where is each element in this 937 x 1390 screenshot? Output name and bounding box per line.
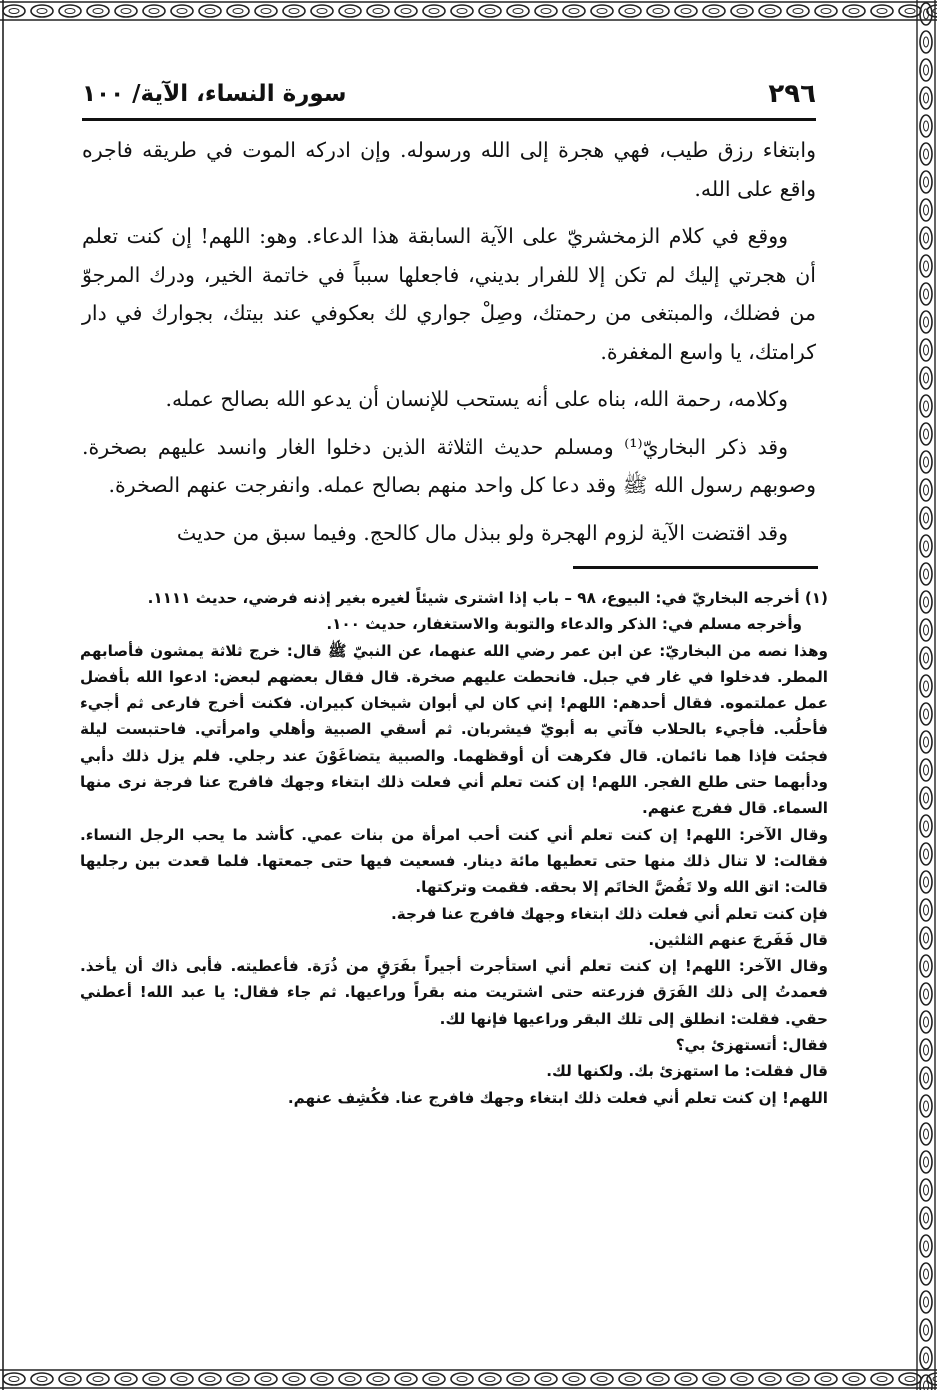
border-left [0, 0, 6, 1390]
border-bottom [0, 1368, 937, 1390]
footnote-1: (١) أخرجه البخاريّ في: البيوع، ٩٨ – باب إذا اشترى شيئاً لغيره بغير إذنه فرضي، حديث ١١١١. [147, 589, 828, 607]
chain-border-ornament [915, 0, 937, 1390]
border-right [915, 0, 937, 1390]
footnote-line: فقال: أتستهزئ بي؟ [675, 1036, 828, 1055]
footnote-line: وقال الآخر: اللهم! إن كنت تعلم أني استأجرت أجيراً بفَرَقٍ من ذُرَة. فأعطيته. فأبى ذاك أن يأخذ. فعمدتُ إلى ذلك الفَرَق فزرعته حتى اشتريت منه بقراً وراعيها. ثم جاء فقال: يا عبد الله! أعطني حقي. فقلت: انطلق إلى تلك البقر وراعيها فإنها لك. [80, 957, 828, 1028]
footnote-line: قال فقلت: ما استهزئ بك. ولكنها لك. [546, 1062, 828, 1081]
border-line [0, 0, 6, 1390]
paragraph: وكلامه، رحمة الله، بناه على أنه يستحب للإنسان أن يدعو الله بصالح عمله. [165, 387, 788, 411]
footnotes [80, 585, 828, 1111]
page-number: ٢٩٦ [768, 79, 816, 109]
footnote-separator [573, 566, 818, 569]
footnote-line: اللهم! إن كنت تعلم أني فعلت ذلك ابتغاء وجهك فافرج عنا. فكُشِف عنهم. [287, 1088, 828, 1107]
footnote-line: قال فَفَرجَ عنهم الثلثين. [648, 930, 828, 949]
footnote-line: وأخرجه مسلم في: الذكر والدعاء والتوبة والاستغفار، حديث ١٠٠. [326, 615, 802, 634]
paragraph: وقد اقتضت الآية لزوم الهجرة ولو ببذل مال كالحج. وفيما سبق من حديث [176, 520, 788, 545]
footnote-line: فإن كنت تعلم أني فعلت ذلك ابتغاء وجهك فافرج عنا فرجة. [391, 904, 828, 923]
running-header [82, 70, 816, 121]
chain-border-ornament [0, 1368, 937, 1390]
paragraph: ووقع في كلام الزمخشريّ على الآية السابقة هذا الدعاء. وهو: اللهم! إن كنت تعلم أن هجرتي إليك لم تكن إلا للفرار بديني، فاجعلها سبباً في خاتمة الخير، ودرك المرجوّ من فضلك، والمبتغى من رحمتك، وصِلْ جواري لك بعكوفي عند بيتك، بجوارك في دار كرامتك، يا واسع المغفرة. [82, 224, 816, 364]
running-title: سورة النساء، الآية/ ١٠٠ [82, 81, 347, 107]
footnote-line: وهذا نصه من البخاريّ: عن ابن عمر رضي الله عنهما، عن النبيّ ﷺ قال: خرج ثلاثة يمشون فأصابهم المطر. فدخلوا في غار في جبل. فانحطت عليهم صخرة. قال فقال بعضهم لبعض: ادعوا الله بأفضل عمل عملتموه. فقال أحدهم: اللهم! إني كان لي أبوان شيخان كبيران. فكنت أخرج فارعى ثم أجيء فأحلُب. فأجيء بالحلاب فآتي به أبويّ فيشربان. ثم أسقي الصبية وأهلي وامرأتي. فاحتبست ليلة فجئت فإذا هما نائمان. قال فكرهت أن أوقظهما. والصبية يتضاغَوْنَ عند رجلي. فلم يزل ذلك دأبي ودأبهما حتى طلع الفجر. اللهم! إن كنت تعلم أني فعلت ذلك ابتغاء وجهك فافرج عنا فرجة نرى منها السماء. قال ففرج عنهم. [80, 641, 828, 818]
book-page [80, 70, 828, 1111]
border-top [0, 0, 937, 22]
paragraph: وابتغاء رزق طيب، فهي هجرة إلى الله ورسوله. وإن ادركه الموت في طريقه فاجره واقع على الله. [82, 138, 816, 201]
main-text [82, 131, 816, 552]
chain-border-ornament [0, 0, 937, 22]
paragraph: وقد ذكر البخاريّ⁽¹⁾ ومسلم حديث الثلاثة الذين دخلوا الغار وانسد عليهم بصخرة. وصوبهم رسول الله ﷺ وقد دعا كل واحد منهم بصالح عمله. وانفرجت عنهم الصخرة. [82, 434, 816, 497]
footnote-line: وقال الآخر: اللهم! إن كنت تعلم أني كنت أحب امرأة من بنات عمي. كأشد ما يحب الرجل النساء. فقالت: لا تنال ذلك منها حتى تعطيها مائة دينار. فسعيت فيها حتى جمعتها. فلما قعدت بين رجليها قالت: اتق الله ولا تَفُضَّ الخاتَم إلا بحقه. فقمت وتركتها. [80, 825, 828, 897]
